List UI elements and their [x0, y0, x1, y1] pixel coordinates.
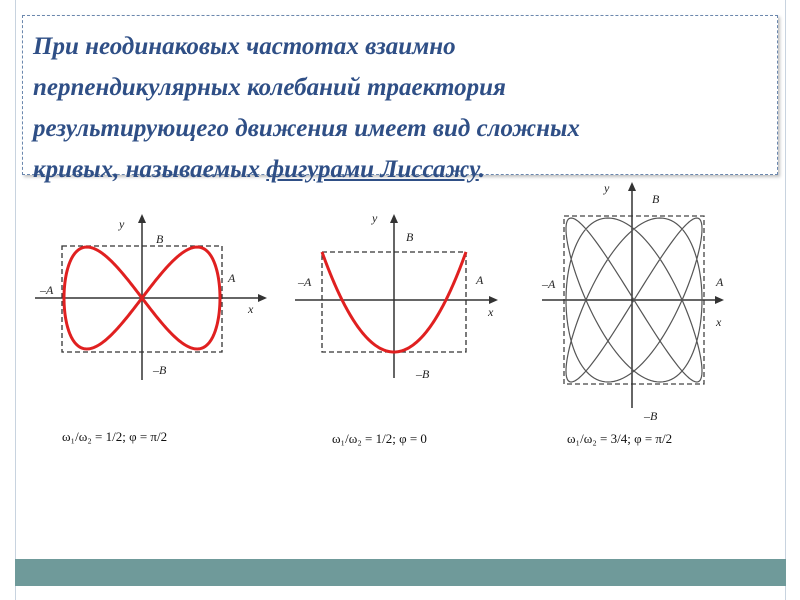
x-axis-arrow [715, 296, 724, 304]
lissajous-figure-2 [290, 210, 520, 390]
minus-a-label: –A [542, 277, 556, 291]
y-label: y [119, 217, 125, 231]
y-label: y [604, 181, 610, 195]
title-line-2: перпендикулярных колебаний траектория [33, 74, 506, 101]
b-label: B [156, 232, 164, 246]
x-axis-arrow [489, 296, 498, 304]
lissajous-link[interactable]: фигурами Лиссажу [266, 156, 479, 183]
minus-a-label: –A [298, 275, 312, 289]
a-label: A [476, 273, 484, 287]
x-label: x [488, 305, 494, 319]
lissajous-plot-2 [290, 210, 520, 390]
y-axis-arrow [390, 214, 398, 223]
x-axis-arrow [258, 294, 267, 302]
minus-a-label: –A [40, 283, 54, 297]
minus-b-label: –B [416, 367, 430, 381]
formula-2: ω₁/ω₂ = 1/2; φ = 0 [332, 431, 427, 446]
lissajous-plot-1 [30, 210, 280, 390]
lissajous-curve [566, 218, 702, 382]
b-label: B [652, 192, 660, 206]
y-label: y [372, 211, 378, 225]
y-axis-arrow [138, 214, 146, 223]
a-label: A [716, 275, 724, 289]
lissajous-figure-3 [540, 180, 740, 425]
minus-b-label: –B [644, 409, 658, 423]
x-label: x [716, 315, 722, 329]
bottom-bar [15, 559, 786, 586]
a-label: A [228, 271, 236, 285]
lissajous-figure-1 [30, 210, 280, 390]
title-line-3: результирующего движения имеет вид сложных [33, 115, 580, 142]
y-axis-arrow [628, 182, 636, 191]
formula-3: ω₁/ω₂ = 3/4; φ = π/2 [567, 431, 673, 446]
title-line-4-start: кривых, называемых [33, 156, 267, 183]
title-box [22, 15, 778, 183]
formula-1: ω₁/ω₂ = 1/2; φ = π/2 [62, 429, 168, 444]
title-line-4-end: . [478, 156, 486, 183]
minus-b-label: –B [153, 363, 167, 377]
lissajous-plot-3 [540, 180, 740, 425]
title-line-1: При неодинаковых частотах взаимно [33, 33, 456, 60]
x-label: x [248, 302, 254, 316]
b-label: B [406, 230, 414, 244]
slide-title [33, 26, 769, 190]
